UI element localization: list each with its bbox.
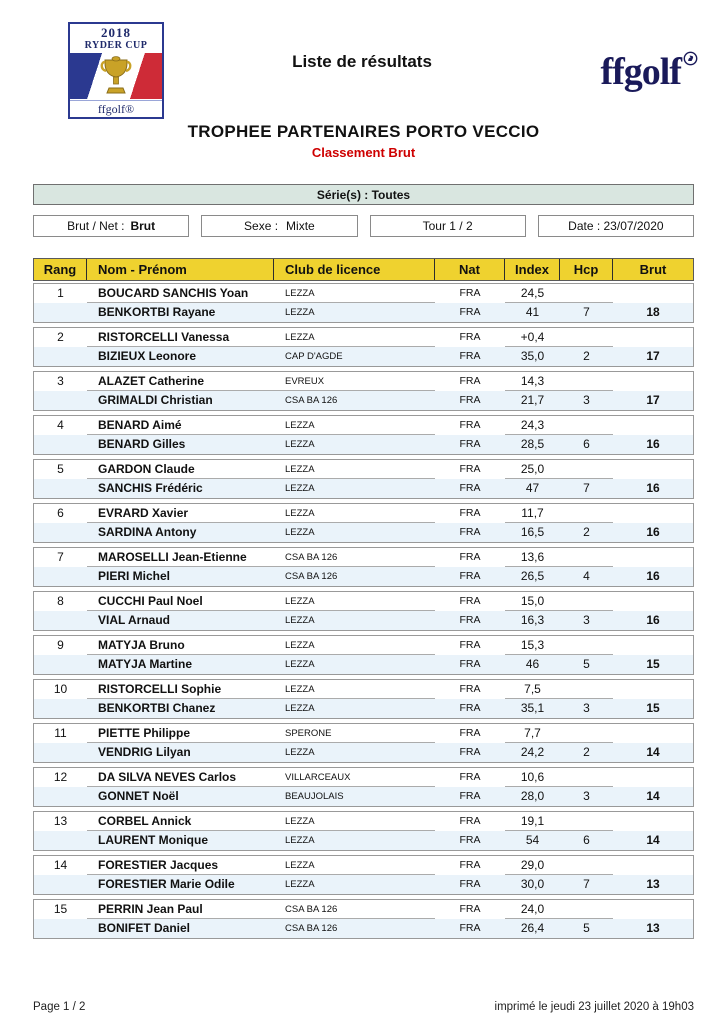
player-index-cell: 21,7 [520, 393, 545, 407]
player-name-cell: BIZIEUX Leonore [98, 349, 197, 363]
filter-label: Tour 1 / 2 [422, 219, 473, 233]
player-index-cell: 24,2 [520, 745, 545, 759]
player-brut-cell: 15 [646, 701, 660, 715]
rank-cell: 10 [53, 682, 68, 696]
player-index-cell: 15,3 [505, 636, 560, 655]
rank-cell-empty [34, 699, 87, 718]
rank-block [33, 855, 694, 895]
player-row [34, 504, 693, 523]
player-club-cell: LEZZA [274, 680, 435, 699]
player-brut-cell [613, 416, 693, 435]
player-index-cell: 7,5 [505, 680, 560, 699]
player-club-cell: CSA BA 126 [285, 395, 338, 406]
page-content [33, 122, 694, 943]
player-name-cell: VIAL Arnaud [98, 613, 171, 627]
player-hcp-cell: 3 [583, 701, 590, 715]
player-row [34, 523, 693, 542]
player-nat-cell: FRA [459, 570, 481, 582]
player-club-cell: LEZZA [285, 527, 315, 538]
player-brut-cell [613, 812, 693, 831]
player-brut-cell [613, 548, 693, 567]
player-index-cell: 16,5 [520, 525, 545, 539]
player-hcp-cell: 2 [583, 349, 590, 363]
player-brut-cell: 15 [646, 657, 660, 671]
player-club-cell: LEZZA [274, 812, 435, 831]
rank-cell-empty [34, 479, 87, 498]
player-index-cell: 26,5 [520, 569, 545, 583]
player-row [34, 636, 693, 655]
rank-cell: 14 [53, 858, 68, 872]
player-brut-cell: 13 [646, 877, 660, 891]
player-brut-cell: 17 [646, 393, 660, 407]
player-brut-cell [613, 504, 693, 523]
player-brut-cell: 16 [646, 613, 660, 627]
player-index-cell: 35,1 [520, 701, 545, 715]
player-row [34, 655, 693, 674]
player-brut-cell: 14 [646, 745, 660, 759]
player-club-cell: CAP D'AGDE [285, 351, 343, 362]
player-row [34, 416, 693, 435]
player-row [34, 592, 693, 611]
rank-block [33, 371, 694, 411]
player-hcp-cell [560, 372, 613, 391]
filter-label: Sexe : [244, 219, 279, 233]
player-name-cell: GARDON Claude [87, 460, 274, 479]
player-hcp-cell [560, 768, 613, 787]
player-name-cell: BENKORTBI Chanez [98, 701, 216, 715]
player-nat-cell: FRA [459, 878, 481, 890]
player-index-cell: 54 [525, 833, 540, 847]
rank-cell-empty [34, 523, 87, 542]
player-name-cell: MATYJA Bruno [87, 636, 274, 655]
column-header-brut: Brut [639, 262, 667, 277]
player-name-cell: DA SILVA NEVES Carlos [87, 768, 274, 787]
rank-cell-empty [34, 567, 87, 586]
player-hcp-cell: 7 [583, 305, 590, 319]
player-nat-cell: FRA [459, 834, 481, 846]
player-row [34, 856, 693, 875]
player-brut-cell [613, 372, 693, 391]
player-row [34, 743, 693, 762]
player-name-cell: BENARD Aimé [87, 416, 274, 435]
rank-cell-empty [34, 655, 87, 674]
player-index-cell: 29,0 [505, 856, 560, 875]
player-nat-cell: FRA [459, 287, 481, 299]
player-hcp-cell [560, 812, 613, 831]
player-nat-cell: FRA [459, 790, 481, 802]
filter-tour [370, 215, 526, 237]
player-index-cell: 30,0 [520, 877, 545, 891]
player-club-cell: LEZZA [285, 307, 315, 318]
player-hcp-cell: 5 [583, 921, 590, 935]
player-hcp-cell: 6 [583, 833, 590, 847]
player-index-cell: 7,7 [505, 724, 560, 743]
player-index-cell: 11,7 [505, 504, 560, 523]
player-brut-cell [613, 856, 693, 875]
player-club-cell: SPERONE [274, 724, 435, 743]
rank-block [33, 283, 694, 323]
player-club-cell: LEZZA [285, 747, 315, 758]
player-hcp-cell [560, 328, 613, 347]
player-name-cell: FORESTIER Marie Odile [98, 877, 235, 891]
rank-cell: 15 [53, 902, 68, 916]
player-club-cell: LEZZA [274, 460, 435, 479]
rank-cell-empty [34, 831, 87, 850]
ffgolf-rooster-mark-icon [683, 34, 698, 74]
player-index-cell: 15,0 [505, 592, 560, 611]
player-hcp-cell [560, 636, 613, 655]
player-row [34, 460, 693, 479]
rank-cell-empty [34, 919, 87, 938]
player-name-cell: MAROSELLI Jean-Etienne [87, 548, 274, 567]
rank-cell: 6 [57, 506, 64, 520]
rank-cell-empty [34, 347, 87, 366]
player-club-cell: LEZZA [285, 439, 315, 450]
player-club-cell: LEZZA [285, 879, 315, 890]
column-header-hcp: Hcp [560, 259, 613, 280]
player-row [34, 479, 693, 498]
player-hcp-cell: 2 [583, 745, 590, 759]
player-hcp-cell [560, 416, 613, 435]
player-nat-cell: FRA [459, 394, 481, 406]
player-name-cell: PERRIN Jean Paul [87, 900, 274, 919]
player-nat-cell: FRA [459, 771, 481, 783]
player-name-cell: ALAZET Catherine [87, 372, 274, 391]
player-nat-cell: FRA [459, 727, 481, 739]
player-row [34, 812, 693, 831]
player-nat-cell: FRA [459, 526, 481, 538]
player-index-cell: 13,6 [505, 548, 560, 567]
rank-cell: 7 [57, 550, 64, 564]
player-club-cell: LEZZA [274, 636, 435, 655]
player-nat-cell: FRA [459, 683, 481, 695]
player-hcp-cell: 3 [583, 613, 590, 627]
player-brut-cell: 17 [646, 349, 660, 363]
player-row [34, 328, 693, 347]
player-brut-cell [613, 724, 693, 743]
player-row [34, 567, 693, 586]
player-nat-cell: FRA [459, 463, 481, 475]
player-club-cell: LEZZA [274, 592, 435, 611]
rank-block [33, 503, 694, 543]
ffgolf-logo [600, 34, 698, 92]
player-row [34, 699, 693, 718]
player-nat-cell: FRA [459, 922, 481, 934]
player-row [34, 284, 693, 303]
rank-block [33, 899, 694, 939]
results-table [33, 258, 694, 939]
column-header-index: Index [505, 259, 560, 280]
player-name-cell: CORBEL Annick [87, 812, 274, 831]
player-row [34, 347, 693, 366]
rank-cell: 5 [57, 462, 64, 476]
player-club-cell: LEZZA [285, 835, 315, 846]
player-index-cell: 10,6 [505, 768, 560, 787]
player-row [34, 919, 693, 938]
printed-timestamp: imprimé le jeudi 23 juillet 2020 à 19h03 [494, 1001, 694, 1013]
player-hcp-cell: 3 [583, 789, 590, 803]
column-header-nom: Nom - Prénom [87, 259, 274, 280]
player-index-cell: 19,1 [505, 812, 560, 831]
column-header-club: Club de licence [274, 259, 435, 280]
player-brut-cell: 18 [646, 305, 660, 319]
player-row [34, 831, 693, 850]
player-hcp-cell [560, 460, 613, 479]
player-nat-cell: FRA [459, 903, 481, 915]
player-name-cell: CUCCHI Paul Noel [87, 592, 274, 611]
player-hcp-cell: 7 [583, 481, 590, 495]
rank-cell-empty [34, 391, 87, 410]
rank-cell-empty [34, 875, 87, 894]
player-nat-cell: FRA [459, 350, 481, 362]
rank-block [33, 327, 694, 367]
player-nat-cell: FRA [459, 639, 481, 651]
classement-subtitle: Classement Brut [311, 145, 416, 160]
player-club-cell: CSA BA 126 [285, 571, 338, 582]
rank-cell: 4 [57, 418, 64, 432]
rank-block [33, 767, 694, 807]
filter-sexe [201, 215, 357, 237]
filter-value: Brut [130, 219, 156, 233]
player-hcp-cell [560, 592, 613, 611]
column-header-rang: Rang [34, 259, 87, 280]
player-name-cell: SANCHIS Frédéric [98, 481, 203, 495]
player-name-cell: BENKORTBI Rayane [98, 305, 216, 319]
player-index-cell: 24,0 [505, 900, 560, 919]
player-hcp-cell [560, 900, 613, 919]
player-nat-cell: FRA [459, 746, 481, 758]
rank-cell: 8 [57, 594, 64, 608]
rank-block [33, 459, 694, 499]
player-brut-cell [613, 900, 693, 919]
competition-title: TROPHEE PARTENAIRES PORTO VECCIO [187, 122, 540, 141]
rank-cell-empty [34, 303, 87, 322]
player-index-cell: +0,4 [505, 328, 560, 347]
rank-block [33, 635, 694, 675]
page-number: Page 1 / 2 [33, 1001, 86, 1013]
player-brut-cell: 16 [646, 525, 660, 539]
page-footer [33, 1001, 694, 1013]
player-nat-cell: FRA [459, 331, 481, 343]
player-name-cell: MATYJA Martine [98, 657, 193, 671]
rank-cell-empty [34, 611, 87, 630]
player-nat-cell: FRA [459, 306, 481, 318]
player-nat-cell: FRA [459, 482, 481, 494]
rank-block [33, 415, 694, 455]
player-index-cell: 46 [525, 657, 540, 671]
filter-label: Brut / Net : [67, 219, 125, 233]
player-name-cell: RISTORCELLI Sophie [87, 680, 274, 699]
player-brut-cell: 16 [646, 437, 660, 451]
player-hcp-cell: 2 [583, 525, 590, 539]
player-name-cell: GONNET Noël [98, 789, 179, 803]
player-nat-cell: FRA [459, 702, 481, 714]
player-brut-cell [613, 592, 693, 611]
rank-cell: 13 [53, 814, 68, 828]
rank-cell: 3 [57, 374, 64, 388]
player-hcp-cell: 4 [583, 569, 590, 583]
player-index-cell: 14,3 [505, 372, 560, 391]
player-index-cell: 35,0 [520, 349, 545, 363]
player-nat-cell: FRA [459, 507, 481, 519]
rank-cell: 1 [57, 286, 64, 300]
player-brut-cell: 14 [646, 789, 660, 803]
rank-cell-empty [34, 787, 87, 806]
player-index-cell: 16,3 [520, 613, 545, 627]
player-club-cell: LEZZA [274, 504, 435, 523]
player-name-cell: PIERI Michel [98, 569, 171, 583]
player-hcp-cell: 3 [583, 393, 590, 407]
series-bar: Série(s) : Toutes [33, 184, 694, 205]
player-club-cell: BEAUJOLAIS [285, 791, 344, 802]
document-title: Liste de résultats [292, 52, 432, 71]
player-name-cell: EVRARD Xavier [87, 504, 274, 523]
player-hcp-cell [560, 504, 613, 523]
rank-block [33, 811, 694, 851]
player-club-cell: LEZZA [285, 615, 315, 626]
player-nat-cell: FRA [459, 859, 481, 871]
ffgolf-logo-text: ffgolf [600, 51, 681, 93]
player-index-cell: 41 [525, 305, 540, 319]
rank-cell: 12 [53, 770, 68, 784]
player-row [34, 435, 693, 454]
player-index-cell: 47 [525, 481, 540, 495]
player-name-cell: RISTORCELLI Vanessa [87, 328, 274, 347]
rank-block [33, 723, 694, 763]
rank-cell: 11 [54, 726, 67, 740]
rank-cell: 2 [57, 330, 64, 344]
ryder-logo-brand: ffgolf® [70, 100, 162, 118]
player-hcp-cell: 7 [583, 877, 590, 891]
player-name-cell: VENDRIG Lilyan [98, 745, 191, 759]
player-club-cell: CSA BA 126 [274, 900, 435, 919]
player-club-cell: LEZZA [285, 703, 315, 714]
filter-row [33, 215, 694, 237]
player-row [34, 875, 693, 894]
player-name-cell: FORESTIER Jacques [87, 856, 274, 875]
column-header-nat: Nat [435, 259, 505, 280]
player-hcp-cell [560, 284, 613, 303]
rank-block [33, 547, 694, 587]
player-row [34, 787, 693, 806]
player-club-cell: LEZZA [274, 856, 435, 875]
player-name-cell: BENARD Gilles [98, 437, 186, 451]
rank-cell-empty [34, 435, 87, 454]
player-brut-cell [613, 636, 693, 655]
player-name-cell: LAURENT Monique [98, 833, 208, 847]
player-club-cell: LEZZA [285, 659, 315, 670]
player-brut-cell [613, 460, 693, 479]
player-brut-cell: 14 [646, 833, 660, 847]
player-index-cell: 24,5 [505, 284, 560, 303]
results-table-header [33, 258, 694, 281]
player-hcp-cell: 6 [583, 437, 590, 451]
player-name-cell: PIETTE Philippe [87, 724, 274, 743]
player-nat-cell: FRA [459, 438, 481, 450]
rank-cell: 9 [57, 638, 64, 652]
player-brut-cell [613, 680, 693, 699]
filter-label: Date : 23/07/2020 [568, 219, 664, 233]
player-nat-cell: FRA [459, 419, 481, 431]
player-club-cell: CSA BA 126 [285, 923, 338, 934]
player-name-cell: BOUCARD SANCHIS Yoan [87, 284, 274, 303]
rank-block [33, 591, 694, 631]
player-nat-cell: FRA [459, 595, 481, 607]
player-index-cell: 24,3 [505, 416, 560, 435]
player-hcp-cell [560, 856, 613, 875]
rank-cell-empty [34, 743, 87, 762]
filter-brut-net [33, 215, 189, 237]
player-row [34, 900, 693, 919]
player-hcp-cell [560, 680, 613, 699]
player-row [34, 724, 693, 743]
player-nat-cell: FRA [459, 658, 481, 670]
player-index-cell: 28,5 [520, 437, 545, 451]
player-club-cell: LEZZA [274, 328, 435, 347]
player-nat-cell: FRA [459, 614, 481, 626]
player-name-cell: GRIMALDI Christian [98, 393, 213, 407]
player-index-cell: 26,4 [520, 921, 545, 935]
player-club-cell: LEZZA [285, 483, 315, 494]
player-club-cell: EVREUX [274, 372, 435, 391]
player-name-cell: BONIFET Daniel [98, 921, 191, 935]
player-nat-cell: FRA [459, 815, 481, 827]
player-name-cell: SARDINA Antony [98, 525, 197, 539]
player-club-cell: LEZZA [274, 416, 435, 435]
player-hcp-cell [560, 724, 613, 743]
player-brut-cell: 13 [646, 921, 660, 935]
filter-value: Mixte [286, 219, 315, 233]
rank-block [33, 679, 694, 719]
ryder-logo-event: RYDER CUP [84, 40, 148, 51]
player-row [34, 391, 693, 410]
player-club-cell: LEZZA [274, 284, 435, 303]
player-brut-cell [613, 768, 693, 787]
player-brut-cell: 16 [646, 481, 660, 495]
player-row [34, 303, 693, 322]
player-brut-cell [613, 328, 693, 347]
results-table-body [33, 283, 694, 939]
player-nat-cell: FRA [459, 551, 481, 563]
player-row [34, 548, 693, 567]
player-club-cell: CSA BA 126 [274, 548, 435, 567]
player-hcp-cell: 5 [583, 657, 590, 671]
player-index-cell: 28,0 [520, 789, 545, 803]
player-row [34, 680, 693, 699]
player-brut-cell: 16 [646, 569, 660, 583]
player-brut-cell [613, 284, 693, 303]
player-row [34, 611, 693, 630]
player-nat-cell: FRA [459, 375, 481, 387]
player-row [34, 768, 693, 787]
player-club-cell: VILLARCEAUX [274, 768, 435, 787]
player-index-cell: 25,0 [505, 460, 560, 479]
player-row [34, 372, 693, 391]
player-hcp-cell [560, 548, 613, 567]
filter-date [538, 215, 694, 237]
ryder-logo-year: 2018 [101, 25, 131, 40]
